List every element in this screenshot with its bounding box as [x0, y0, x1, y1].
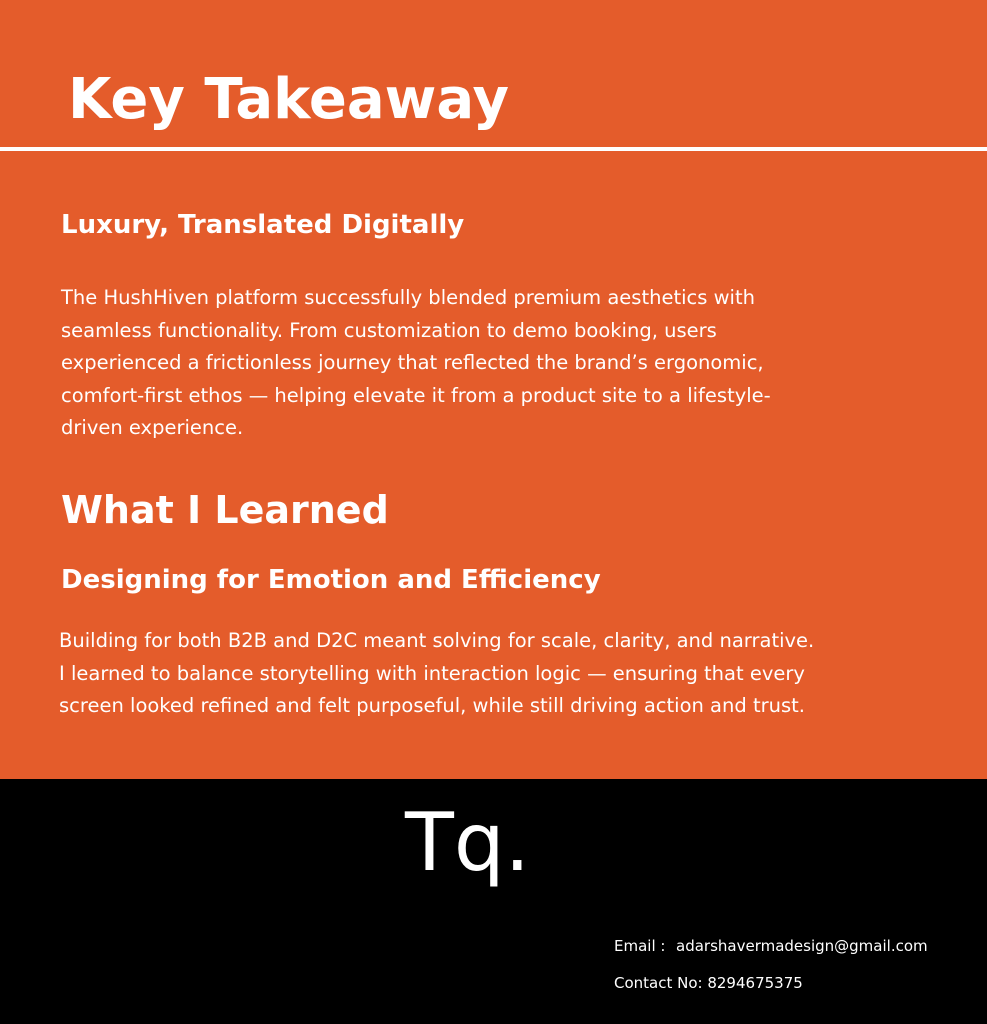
takeaway-body: The HushHiven platform successfully blended premium aesthetics with seamless functionality. From customization to demo booking, users experienced a frictionless journey that reflected the brand’s ergonomic, comfort-first ethos — helping elevate it from a product site to a lifestyle- driven experience. [61, 286, 771, 439]
email-row [614, 936, 928, 956]
email-link[interactable]: adarshavermadesign@gmail.com [676, 937, 928, 955]
learned-body: Building for both B2B and D2C meant solving for scale, clarity, and narrative. I learned to balance storytelling with interaction logic — ensuring that every screen looked refined and felt purposeful, while still driving action and trust. [59, 629, 815, 717]
title-divider [0, 147, 987, 151]
learned-heading: Designing for Emotion and Efficiency [61, 565, 601, 595]
learned-title: What I Learned [61, 488, 389, 532]
email-label: Email : [614, 937, 666, 955]
takeaway-heading: Luxury, Translated Digitally [61, 210, 465, 240]
thanks-text: Tq. [405, 796, 531, 889]
page-title: Key Takeaway [68, 67, 509, 132]
contact-number: Contact No: 8294675375 [614, 974, 803, 992]
